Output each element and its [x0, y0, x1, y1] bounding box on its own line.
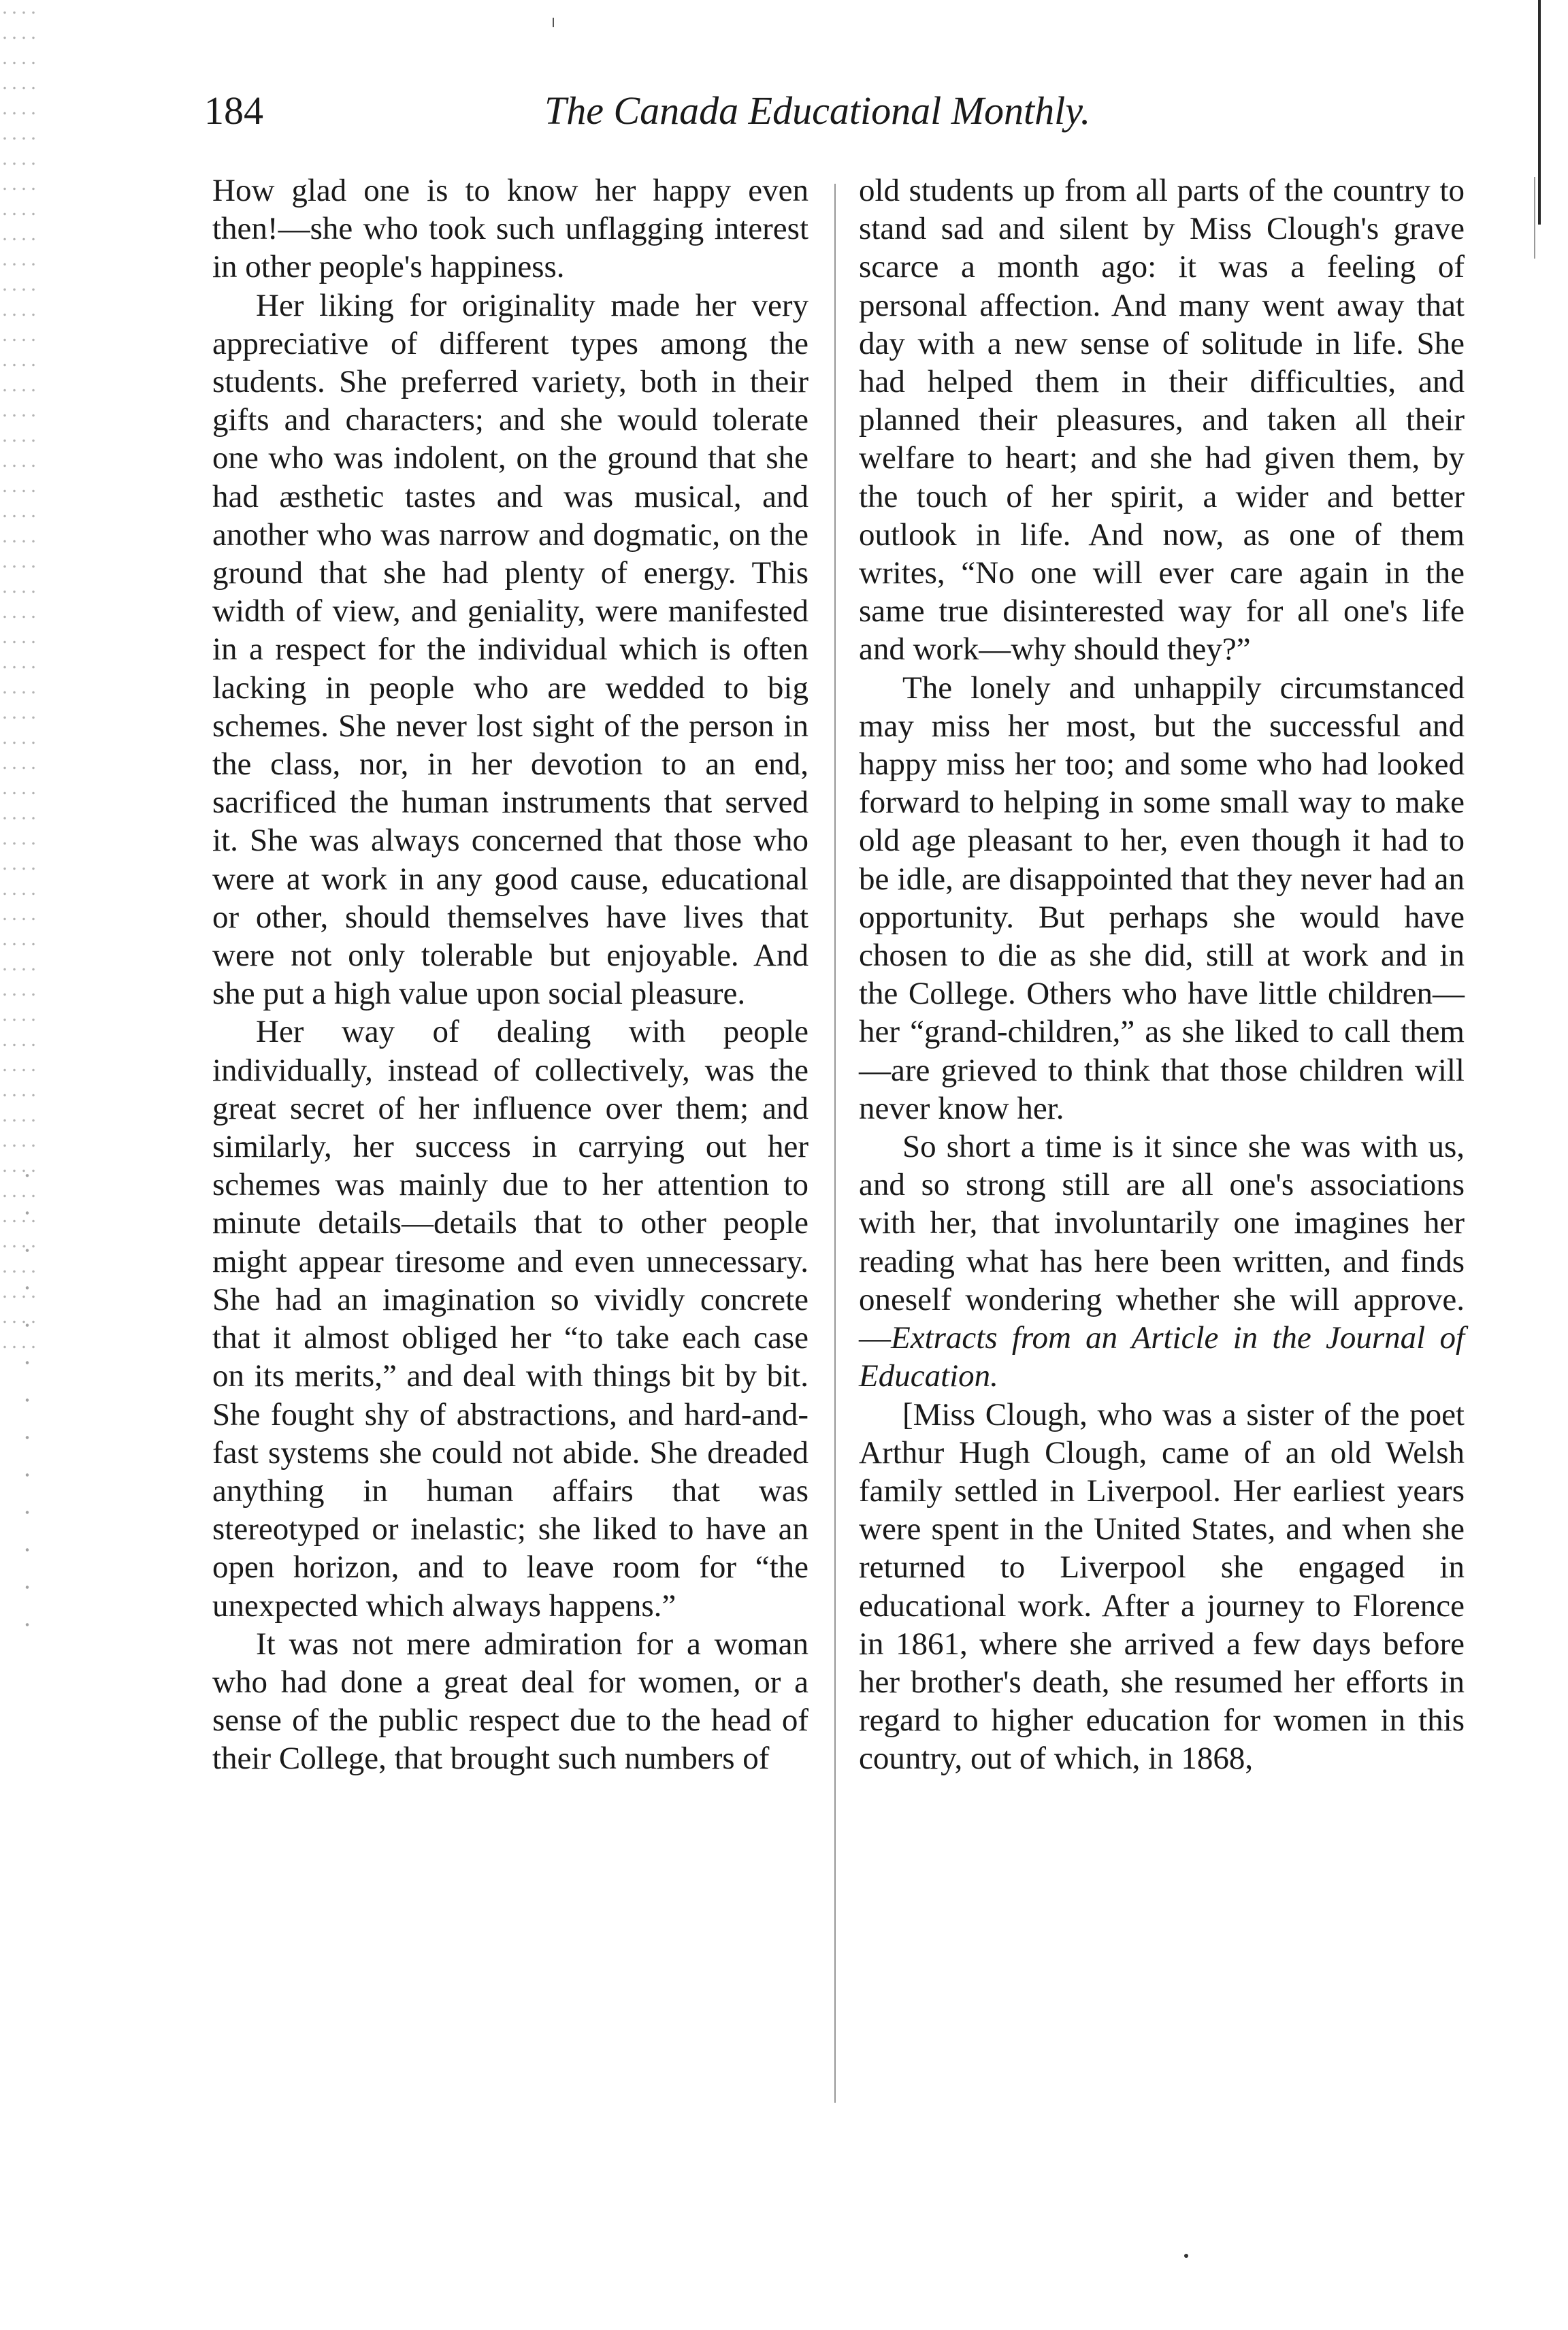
paragraph-with-source [859, 1128, 1465, 1395]
paragraph: The lonely and unhappily circumstanced may miss her most, but the successful and happy miss her too; and some who had looked forward to helping in some small way to make old age pleasant to her, even though it had to be idle, are disappointed that they never had an opportunity. But perhaps she would have chosen to die as she did, still at work and in the College. Others who have little children—her “grand-children,” as she liked to call them—are grieved to think that those children will never know her. [859, 670, 1465, 1126]
paragraph: [Miss Clough, who was a sister of the poet Arthur Hugh Clough, came of an old Welsh family settled in Liverpool. Her earliest years were spent in the United States, and when she returned to Liverpool she engaged in educational work. After a journey to Florence in 1861, where she arrived a few days before her brother's death, she resumed her efforts in regard to higher education for women in this country, out of which, in 1868, [859, 1396, 1465, 1777]
left-column [212, 171, 808, 1778]
paragraph: old students up from all parts of the country to stand sad and silent by Miss Clough's grave scarce a month ago: it was a feeling of personal affection. And many went away that day with a new sense of solitude in life. She had helped them in their difficulties, and planned their pleasures, and taken all their welfare to heart; and she had given them, by the touch of her spirit, a wider and better outlook in life. And now, as one of them writes, “No one will ever care again in the same true disinterested way for all one's life and work—why should they?” [859, 173, 1465, 668]
page-header [204, 80, 1177, 142]
scan-tick-mark [553, 18, 554, 27]
scan-edge-line [1538, 0, 1541, 225]
column-divider [834, 184, 836, 2103]
source-dash: — [859, 1320, 891, 1356]
scan-dot [1184, 2254, 1188, 2258]
running-title: The Canada Educational Monthly. [544, 88, 1091, 133]
paragraph-text: So short a time is it since she was with us, and so strong still are all one's associations with her, that involuntarily one imagines her reading what has here been written, and finds oneself wondering whether she will approve. [859, 1129, 1465, 1317]
paragraph: Her liking for originality made her very appreciative of different types among the students. She preferred variety, both in their gifts and characters; and she would tolerate one who was indolent, on the ground that she had æsthetic tastes and was musical, and another who was narrow and dogmatic, on the ground that she had plenty of energy. This width of view, and geniality, were manifested in a respect for the individual which is often lacking in people who are wedded to big schemes. She never lost sight of the person in the class, nor, in her devotion to an end, sacrificed the human instruments that served it. She was always concerned that those who were at work in any good cause, educational or other, should themselves have lives that were not only tolerable but enjoyable. And she put a high value upon social pleasure. [212, 287, 808, 1012]
source-citation: Extracts from an Article in the Journal of Education. [859, 1320, 1465, 1394]
page-number: 184 [204, 88, 263, 133]
scan-artifact-left-lower [20, 1157, 34, 1633]
right-column [859, 171, 1465, 1778]
paragraph: Her way of dealing with people individually, instead of collectively, was the great secret of her influence over them; and similarly, her success in carrying out her schemes was mainly due to her attention to minute details—details that to other people might appear tiresome and even unnecessary. She had an imagination so vividly concrete that it almost obliged her “to take each case on its merits,” and deal with things bit by bit. She fought shy of abstractions, and hard-and-fast systems she could not abide. She dreaded anything in human affairs that was stereotyped or inelastic; she liked to have an open horizon, and to leave room for “the unexpected which always happens.” [212, 1014, 808, 1624]
scan-edge-line-secondary [1534, 177, 1535, 259]
paragraph: It was not mere admiration for a woman who had done a great deal for women, or a sense of the public respect due to the head of their College, that brought such numbers of [212, 1626, 808, 1777]
paragraph: How glad one is to know her happy even then!—she who took such unflagging interest in other people's happiness. [212, 173, 808, 285]
